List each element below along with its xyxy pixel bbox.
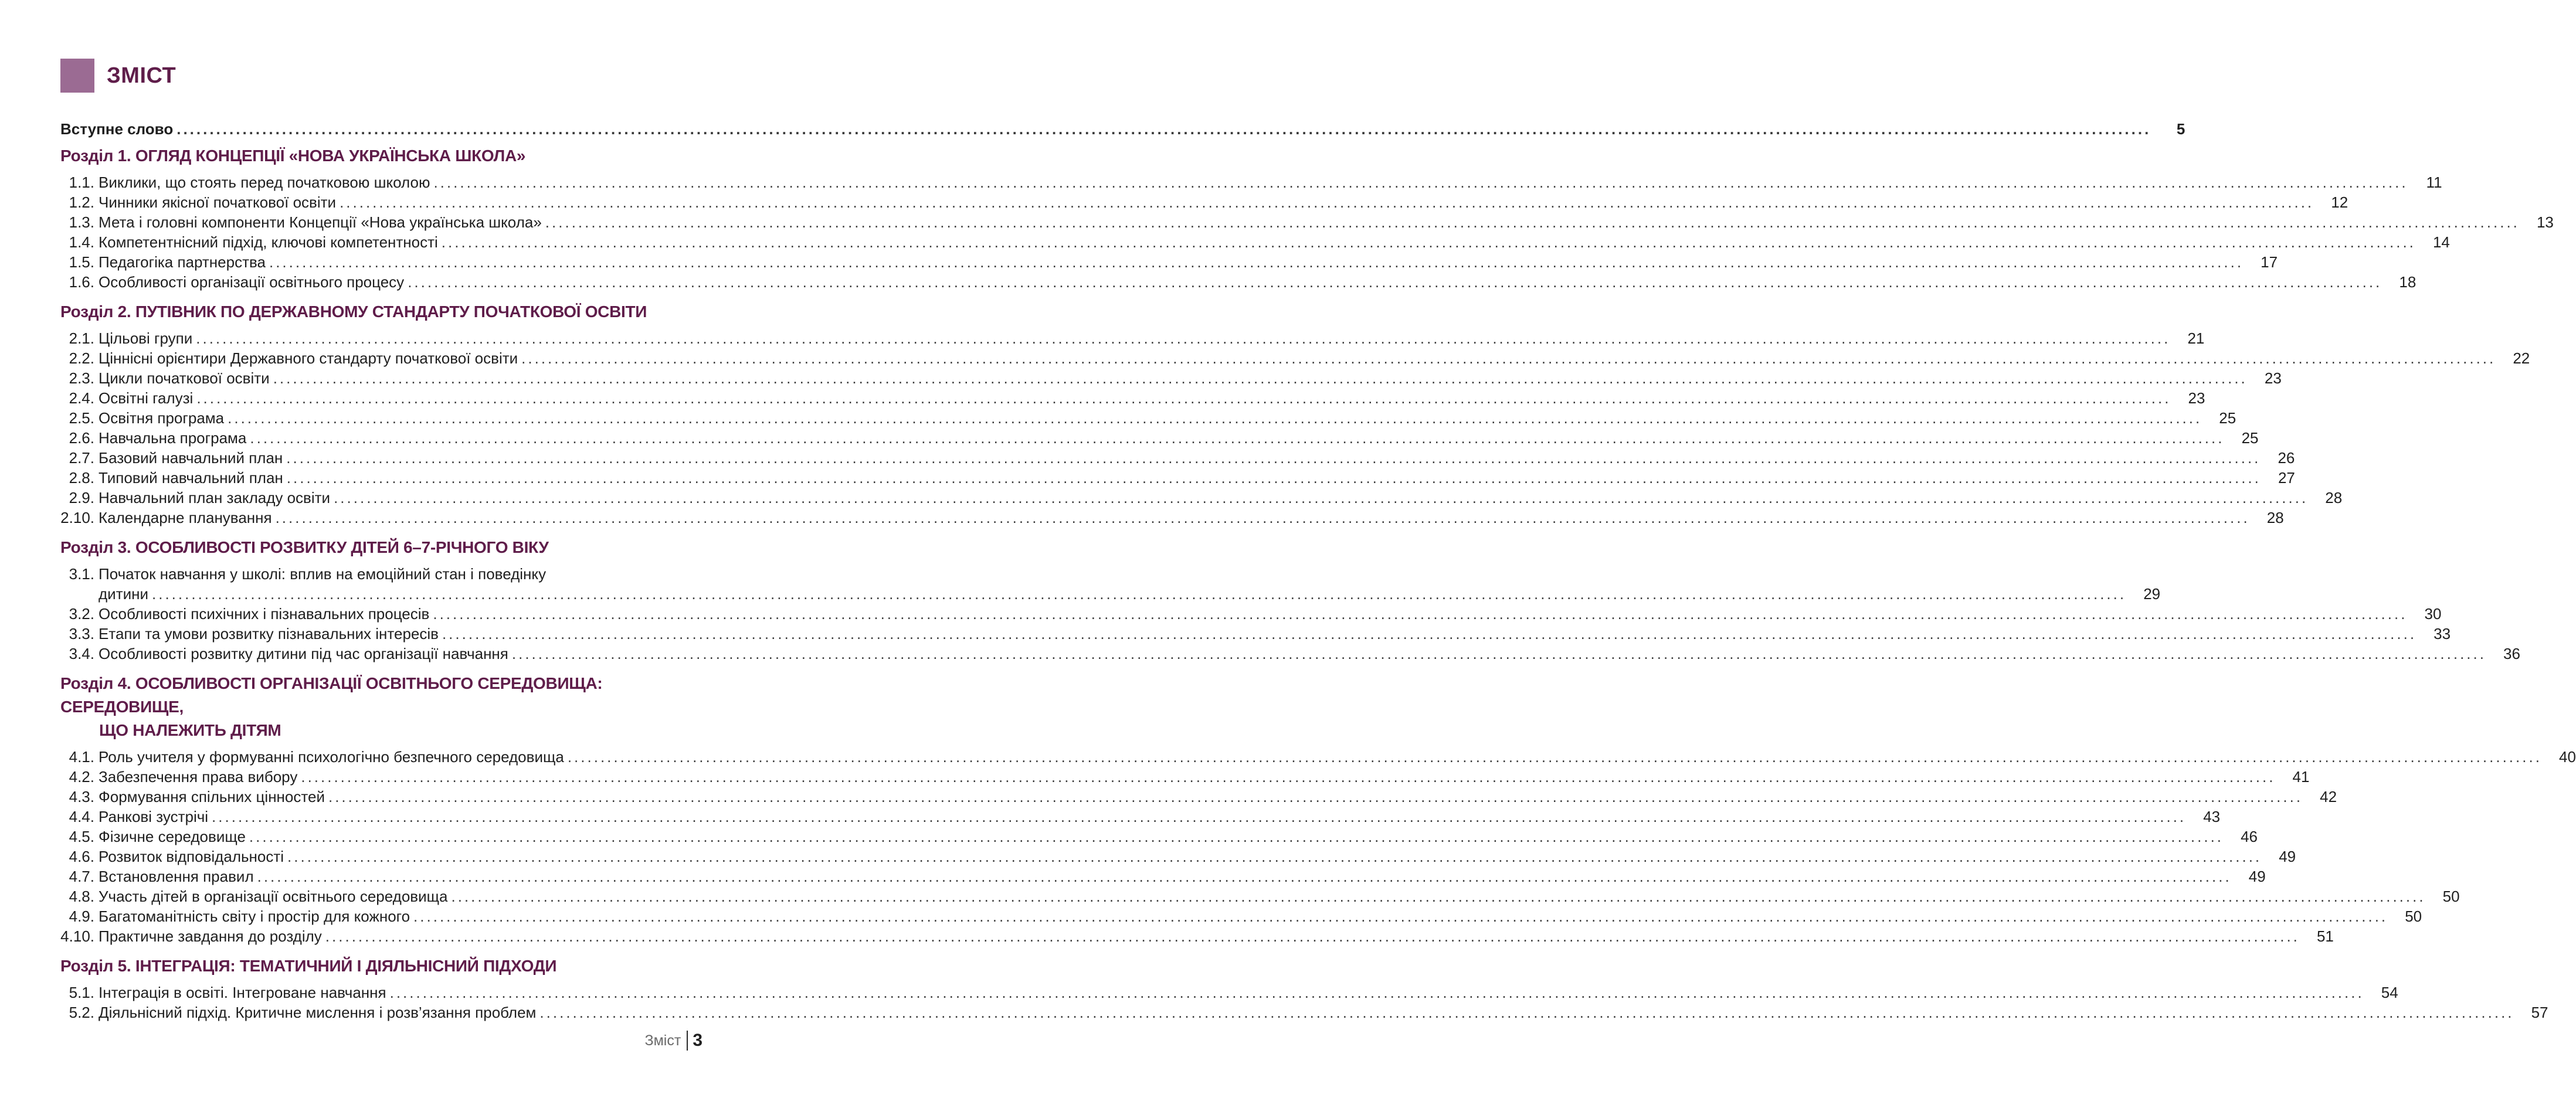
- toc-entry[interactable]: [60, 252, 2278, 272]
- toc-leader-dots: ............................................................................................................................................................................................................................................................................................................: [325, 927, 2300, 945]
- toc-page-number: 41: [2292, 768, 2310, 786]
- toc-leader-dots: ............................................................................................................................................................................................................................................................................................................: [249, 828, 2224, 845]
- toc-entry-continued[interactable]: [60, 584, 2161, 604]
- toc-entry-title: Компетентнісний підхід, ключові компетентності: [99, 233, 438, 251]
- toc-entry-title: Освітня програма: [99, 409, 225, 427]
- toc-entry-title: Цільові групи: [99, 329, 193, 347]
- toc-entry-number: 1.4.: [69, 233, 94, 251]
- toc-entry[interactable]: [60, 644, 2520, 664]
- toc-entry-number: 4.9.: [69, 908, 94, 925]
- toc-entry[interactable]: [60, 488, 2343, 508]
- section-heading[interactable]: [60, 672, 691, 742]
- toc-entry[interactable]: [60, 368, 2282, 388]
- toc-entry-title: Участь дітей в організації освітнього середовища: [99, 888, 448, 905]
- toc-entry[interactable]: [60, 468, 2295, 488]
- section-heading[interactable]: [60, 300, 691, 324]
- toc-entry-number: 2.4.: [69, 389, 94, 407]
- toc-entry-number: 3.2.: [69, 605, 94, 623]
- footer-divider: [687, 1031, 688, 1051]
- toc-leader-dots: ............................................................................................................................................................................................................................................................................................................: [301, 768, 2276, 786]
- toc-leader-dots: ............................................................................................................................................................................................................................................................................................................: [340, 193, 2314, 211]
- toc-entry-number: 3.4.: [69, 645, 94, 662]
- toc-page-number: 26: [2278, 449, 2295, 467]
- toc-entry[interactable]: [60, 787, 2337, 807]
- toc-page-number: 13: [2536, 213, 2554, 231]
- toc-leader-dots: ............................................................................................................................................................................................................................................................................................................: [250, 429, 2225, 447]
- toc-entry-number: 2.2.: [69, 349, 94, 367]
- toc-leader-dots: ............................................................................................................................................................................................................................................................................................................: [511, 645, 2486, 662]
- toc-entry-number: 2.10.: [60, 509, 94, 526]
- toc-page-number: 22: [2513, 349, 2530, 367]
- toc-page-number: 5: [2176, 120, 2185, 138]
- section-heading[interactable]: [60, 144, 691, 168]
- toc-entry[interactable]: [60, 388, 2205, 408]
- toc-entry-number: 4.2.: [69, 768, 94, 786]
- toc-entry-number: 4.10.: [60, 927, 94, 945]
- toc-leader-dots: ............................................................................................................................................................................................................................................................................................................: [408, 273, 2382, 291]
- toc-page-number: 30: [2424, 605, 2442, 623]
- toc-entry-title: Встановлення правил: [99, 868, 254, 885]
- toc-entry[interactable]: [60, 983, 2398, 1002]
- toc-entry-title: Практичне завдання до розділу: [99, 927, 322, 945]
- toc-entry-title: Формування спільних цінностей: [99, 788, 325, 805]
- toc-entry[interactable]: [60, 747, 2576, 767]
- toc-entry[interactable]: [60, 428, 2259, 448]
- section-heading-text: Розділ 5. ІНТЕГРАЦІЯ: ТЕМАТИЧНИЙ І ДІЯЛЬНІСНИЙ ПІДХОДИ: [60, 957, 557, 975]
- toc-entry[interactable]: [60, 272, 2417, 292]
- toc-entry-title: Забезпечення права вибору: [99, 768, 298, 786]
- footer-page-number: 3: [693, 1031, 702, 1050]
- toc-leader-dots: ............................................................................................................................................................................................................................................................................................................: [273, 369, 2248, 387]
- toc-entry-title: Ранкові зустрічі: [99, 808, 209, 825]
- header-color-block: [60, 59, 94, 93]
- toc-entry-number: 3.3.: [69, 625, 94, 643]
- toc-entry-title: Базовий навчальний план: [99, 449, 283, 467]
- toc-entry-intro[interactable]: [60, 117, 2185, 141]
- toc-entry-title: Чинники якісної початкової освіти: [99, 193, 337, 211]
- toc-entry-number: 1.1.: [69, 174, 94, 191]
- toc-entry-title: Особливості психічних і пізнавальних процесів: [99, 605, 430, 623]
- toc-leader-dots: ............................................................................................................................................................................................................................................................................................................: [228, 409, 2202, 427]
- toc-entry-title: Педагогіка партнерства: [99, 253, 266, 271]
- section-heading-text-continued: ЩО НАЛЕЖИТЬ ДІТЯМ: [99, 721, 281, 739]
- toc-page-number: 50: [2405, 908, 2422, 925]
- toc-entry[interactable]: [60, 212, 2554, 232]
- toc-entry-title: Фізичне середовище: [99, 828, 246, 845]
- toc-entry[interactable]: [60, 807, 2221, 827]
- toc-entry-number: 2.7.: [69, 449, 94, 467]
- toc-entry-title: Багатоманітність світу і простір для кожного: [99, 908, 410, 925]
- toc-entry-number: 4.8.: [69, 888, 94, 905]
- toc-entry-number: 2.1.: [69, 329, 94, 347]
- toc-leader-dots: ............................................................................................................................................................................................................................................................................................................: [212, 808, 2187, 825]
- toc-entry[interactable]: [60, 192, 2348, 212]
- page-header: [60, 58, 176, 93]
- toc-entry[interactable]: [60, 926, 2334, 946]
- toc-page-number: 12: [2331, 193, 2348, 211]
- toc-entry-title: Навчальний план закладу освіти: [99, 489, 331, 507]
- toc-leader-dots: ............................................................................................................................................................................................................................................................................................................: [196, 329, 2171, 347]
- toc-entry[interactable]: [60, 172, 2442, 192]
- toc-entry-number: 2.3.: [69, 369, 94, 387]
- toc-leader-dots: ............................................................................................................................................................................................................................................................................................................: [196, 389, 2171, 407]
- toc-page-number: 49: [2279, 848, 2296, 865]
- toc-entry-title: Ціннісні орієнтири Державного стандарту початкової освіти: [99, 349, 518, 367]
- toc-entry-number: 2.8.: [69, 469, 94, 487]
- toc-page-number: 23: [2264, 369, 2282, 387]
- toc-page-number: 17: [2261, 253, 2278, 271]
- toc-entry-title: Розвиток відповідальності: [99, 848, 284, 865]
- toc-leader-dots: ............................................................................................................................................................................................................................................................................................................: [152, 585, 2127, 603]
- toc-entry[interactable]: [60, 348, 2530, 368]
- toc-entry-number: 3.1.: [69, 565, 94, 583]
- toc-entry-number: 1.5.: [69, 253, 94, 271]
- toc-page-number: 54: [2381, 984, 2398, 1001]
- toc-leader-dots: ............................................................................................................................................................................................................................................................................................................: [334, 489, 2309, 507]
- toc-entry-number: 1.2.: [69, 193, 94, 211]
- toc-entry[interactable]: [60, 767, 2310, 787]
- toc-leader-dots: ............................................................................................................................................................................................................................................................................................................: [257, 868, 2232, 885]
- page-title: ЗМІСТ: [107, 63, 177, 88]
- toc-page-number: 43: [2203, 808, 2221, 825]
- toc-leader-dots: ............................................................................................................................................................................................................................................................................................................: [521, 349, 2496, 367]
- toc-entry-number: 4.3.: [69, 788, 94, 805]
- toc-entry-title: Особливості організації освітнього процесу: [99, 273, 405, 291]
- toc-entry-number: 5.1.: [69, 984, 94, 1001]
- toc-entry[interactable]: [60, 408, 2236, 428]
- toc-page-number: 36: [2503, 645, 2520, 662]
- toc-entry[interactable]: [60, 886, 2460, 906]
- toc-entry[interactable]: [60, 866, 2266, 886]
- toc-entry[interactable]: [60, 827, 2258, 847]
- toc-entry-number: 2.6.: [69, 429, 94, 447]
- toc-page-number: 25: [2241, 429, 2259, 447]
- toc-entry[interactable]: [60, 232, 2450, 252]
- toc-page-number: 28: [2266, 509, 2284, 526]
- toc-page-number: 40: [2559, 748, 2576, 766]
- section-heading-text: Розділ 3. ОСОБЛИВОСТІ РОЗВИТКУ ДІТЕЙ 6–7-РІЧНОГО ВІКУ: [60, 538, 549, 556]
- toc-page-number: 14: [2432, 233, 2450, 251]
- toc-page-number: 50: [2442, 888, 2460, 905]
- toc-page-number: 33: [2434, 625, 2451, 643]
- toc-entry-title-continued: дитини: [99, 585, 149, 603]
- section-heading-text: Розділ 4. ОСОБЛИВОСТІ ОРГАНІЗАЦІЇ ОСВІТНЬОГО СЕРЕДОВИЩА: СЕРЕДОВИЩЕ,: [60, 674, 603, 716]
- toc-page-number: 57: [2531, 1004, 2548, 1021]
- section-heading-text: Розділ 2. ПУТІВНИК ПО ДЕРЖАВНОМУ СТАНДАРТУ ПОЧАТКОВОЇ ОСВІТИ: [60, 303, 647, 321]
- toc-page-number: 29: [2143, 585, 2161, 603]
- toc-entry-title: Навчальна програма: [99, 429, 247, 447]
- toc-entry[interactable]: [60, 564, 691, 584]
- toc-entry-title: Освітні галузі: [99, 389, 194, 407]
- toc-leader-dots: ............................................................................................................................................................................................................................................................................................................: [287, 848, 2262, 865]
- toc-leader-dots: ............................................................................................................................................................................................................................................................................................................: [433, 174, 2408, 191]
- toc-leader-dots: ............................................................................................................................................................................................................................................................................................................: [442, 625, 2417, 643]
- toc-entry-number: 1.6.: [69, 273, 94, 291]
- toc-entry[interactable]: [60, 1002, 2548, 1022]
- toc-leader-dots: ............................................................................................................................................................................................................................................................................................................: [539, 1004, 2514, 1021]
- toc-entry-number: 2.9.: [69, 489, 94, 507]
- toc-page-number: 46: [2241, 828, 2258, 845]
- toc-leader-dots: ............................................................................................................................................................................................................................................................................................................: [441, 233, 2416, 251]
- toc-leader-dots: ............................................................................................................................................................................................................................................................................................................: [328, 788, 2303, 805]
- toc-leader-dots: ............................................................................................................................................................................................................................................................................................................: [286, 469, 2261, 487]
- toc-leader-dots: ............................................................................................................................................................................................................................................................................................................: [413, 908, 2388, 925]
- toc-entry-title: Календарне планування: [99, 509, 272, 526]
- table-of-contents: [60, 117, 2576, 1022]
- toc-page-number: 49: [2248, 868, 2266, 885]
- toc-entry-title: Діяльнісний підхід. Критичне мислення і розв’язання проблем: [99, 1004, 537, 1021]
- toc-entry-number: 4.7.: [69, 868, 94, 885]
- toc-entry-number: 4.6.: [69, 848, 94, 865]
- toc-leader-dots: ............................................................................................................................................................................................................................................................................................................: [177, 120, 2151, 138]
- toc-leader-dots: ............................................................................................................................................................................................................................................................................................................: [545, 213, 2520, 231]
- toc-page-number: 51: [2316, 927, 2334, 945]
- toc-entry[interactable]: [60, 448, 2295, 468]
- toc-entry-number: 5.2.: [69, 1004, 94, 1021]
- toc-entry-title: Типовий навчальний план: [99, 469, 283, 487]
- toc-entry-title: Цикли початкової освіти: [99, 369, 270, 387]
- toc-entry[interactable]: [60, 604, 2442, 624]
- toc-entry-number: 2.5.: [69, 409, 94, 427]
- toc-entry-title: Мета і головні компоненти Концепції «Нова українська школа»: [99, 213, 542, 231]
- toc-leader-dots: ............................................................................................................................................................................................................................................................................................................: [389, 984, 2364, 1001]
- toc-page-number: 28: [2325, 489, 2343, 507]
- section-heading[interactable]: [60, 954, 691, 978]
- section-heading[interactable]: [60, 536, 691, 559]
- toc-entry-number: 4.1.: [69, 748, 94, 766]
- toc-entry-number: 4.5.: [69, 828, 94, 845]
- toc-entry-title: Особливості розвитку дитини під час організації навчання: [99, 645, 508, 662]
- toc-entry-title: Виклики, що стоять перед початковою школою: [99, 174, 430, 191]
- toc-sections: [60, 144, 2576, 1022]
- toc-entry-title: Вступне слово: [60, 120, 174, 138]
- toc-entry-title: Етапи та умови розвитку пізнавальних інтересів: [99, 625, 439, 643]
- toc-page-number: 21: [2187, 329, 2205, 347]
- toc-entry[interactable]: [60, 906, 2422, 926]
- toc-entry[interactable]: [60, 328, 2205, 348]
- toc-entry-title: Початок навчання у школі: вплив на емоційний стан і поведінку: [99, 565, 547, 583]
- toc-entry-number: 4.4.: [69, 808, 94, 825]
- toc-leader-dots: ............................................................................................................................................................................................................................................................................................................: [286, 449, 2261, 467]
- toc-entry[interactable]: [60, 847, 2296, 866]
- toc-page-number: 25: [2219, 409, 2236, 427]
- toc-entry[interactable]: [60, 624, 2451, 644]
- toc-entry-title: Роль учителя у формуванні психологічно безпечного середовища: [99, 748, 564, 766]
- toc-page-number: 18: [2399, 273, 2417, 291]
- toc-entry-number: 1.3.: [69, 213, 94, 231]
- toc-page-number: 27: [2278, 469, 2295, 487]
- toc-entry[interactable]: [60, 508, 2284, 528]
- section-heading-text: Розділ 1. ОГЛЯД КОНЦЕПЦІЇ «НОВА УКРАЇНСЬКА ШКОЛА»: [60, 147, 526, 165]
- toc-leader-dots: ............................................................................................................................................................................................................................................................................................................: [275, 509, 2250, 526]
- toc-leader-dots: ............................................................................................................................................................................................................................................................................................................: [451, 888, 2426, 905]
- toc-page-number: 42: [2320, 788, 2337, 805]
- toc-page-number: 11: [2426, 174, 2442, 191]
- footer-label: Зміст: [644, 1032, 681, 1049]
- toc-leader-dots: ............................................................................................................................................................................................................................................................................................................: [567, 748, 2542, 766]
- toc-entry-title: Інтеграція в освіті. Інтегроване навчання: [99, 984, 386, 1001]
- toc-leader-dots: ............................................................................................................................................................................................................................................................................................................: [433, 605, 2408, 623]
- page-footer: [645, 1031, 702, 1051]
- toc-leader-dots: ............................................................................................................................................................................................................................................................................................................: [269, 253, 2244, 271]
- toc-page-number: 23: [2188, 389, 2205, 407]
